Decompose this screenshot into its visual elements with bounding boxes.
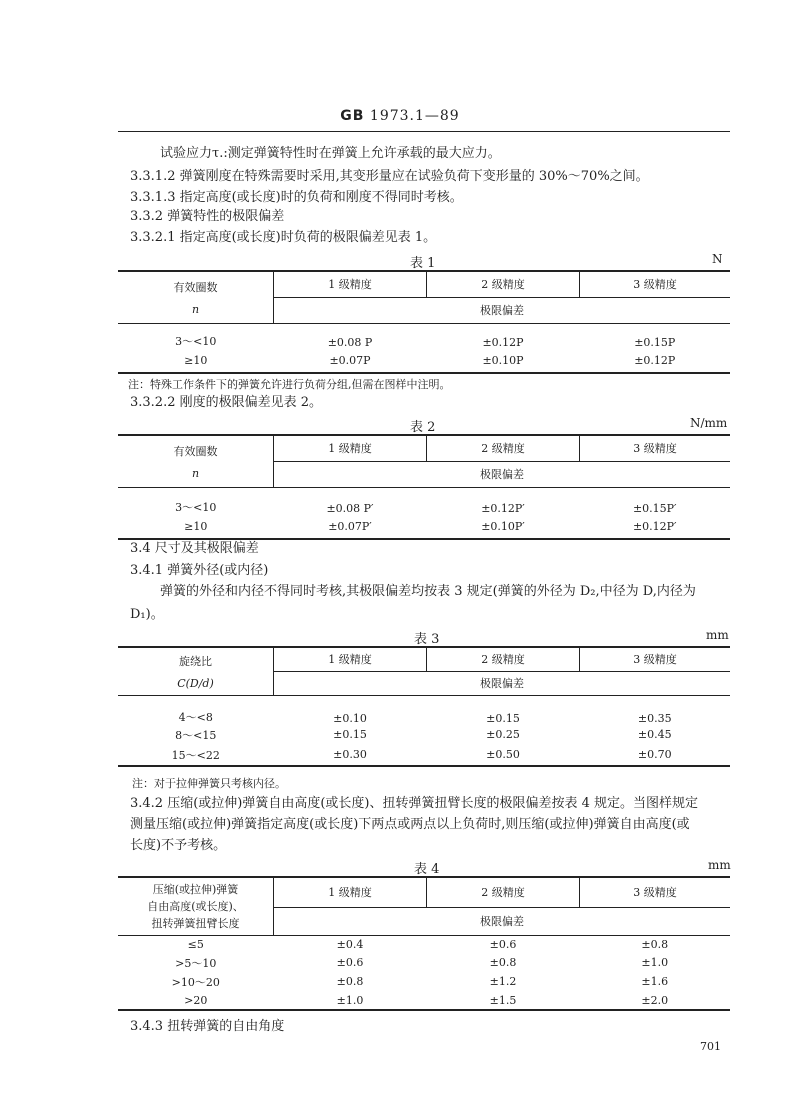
table2-caption: 表 2 [410, 420, 436, 435]
table4-r3-c1: >10～20 [171, 975, 220, 989]
table4-grade1: 1 级精度 [274, 877, 427, 907]
table-row [118, 487, 730, 515]
table4-grade2: 2 级精度 [427, 877, 580, 907]
table-row [118, 695, 730, 725]
table1-grade3: 3 级精度 [580, 271, 731, 297]
table2-r2-c4: ±0.12P′ [580, 515, 731, 539]
table3-r3-c4: ±0.70 [580, 744, 731, 766]
table3-head-index [118, 647, 274, 695]
table3-grade2: 2 级精度 [427, 647, 580, 671]
table-row [118, 323, 730, 349]
table1-head-coils-label: 有效圈数 [173, 280, 218, 294]
table4-r3-c4: ±1.6 [641, 975, 669, 988]
table4-r2-c3: ±0.8 [489, 956, 517, 969]
table4-r4-c4: ±2.0 [580, 991, 731, 1010]
para-3-3-2-2: 3.3.2.2 刚度的极限偏差见表 2。 [130, 395, 323, 410]
table1-r1-c4: ±0.15P [580, 323, 731, 349]
table1-r2-c1: ≥10 [118, 349, 274, 373]
table2-r1-c2: ±0.08 P′ [274, 487, 427, 515]
para-3-3-1-3: 3.3.1.3 指定高度(或长度)时的负荷和刚度不得同时考核。 [130, 190, 463, 205]
table3-note: 注：对于拉伸弹簧只考核内径。 [132, 777, 286, 790]
table-row [118, 953, 730, 972]
table2-r2-c3: ±0.10P′ [427, 515, 580, 539]
table2-r1-c3: ±0.12P′ [427, 487, 580, 515]
table3-caption: 表 3 [414, 632, 440, 647]
para-3-4-2-line3: 长度)不予考核。 [130, 838, 227, 853]
table2-grade3: 3 级精度 [580, 435, 731, 461]
table3-r1-c3: ±0.15 [427, 695, 580, 725]
table3-r2-c3: ±0.25 [486, 728, 520, 741]
table2-head-coils [118, 435, 274, 487]
table1-head-coils-symbol: n [191, 302, 200, 316]
table2-r2-c2: ±0.07P′ [274, 515, 427, 539]
table4-head-length [118, 877, 274, 935]
table-row [118, 744, 730, 766]
para-diameter-1: 弹簧的外径和内径不得同时考核,其极限偏差均按表 3 规定(弹簧的外径为 D₂,中径为 D,内径为 [160, 584, 696, 599]
table2-head-coils-symbol: n [191, 466, 200, 480]
table4-r1-c4: ±0.8 [580, 935, 731, 953]
table-row [118, 972, 730, 991]
table-row [118, 515, 730, 539]
table3-grade1: 1 级精度 [274, 647, 427, 671]
table2 [118, 434, 730, 540]
table-row [118, 991, 730, 1010]
table1-grade1: 1 级精度 [274, 271, 427, 297]
table4-r1-c1: ≤5 [118, 935, 274, 953]
table4-head-line2: 自由高度(或长度)、 [147, 899, 244, 913]
table2-r1-c1: 3～<10 [118, 487, 274, 515]
table3-grade3: 3 级精度 [580, 647, 731, 671]
table1-r2-c4: ±0.12P [580, 349, 731, 373]
para-3-4-2-line2: 测量压缩(或拉伸)弹簧指定高度(或长度)下两点或两点以上负荷时,则压缩(或拉伸)弹簧自由高度(或 [130, 817, 690, 832]
table3-r2-c1: 8～<15 [175, 728, 217, 742]
table4-r2-c1: >5～10 [175, 956, 217, 970]
table1-r1-c3: ±0.12P [427, 323, 580, 349]
table4-deviation: 极限偏差 [274, 907, 731, 935]
table4-head-line1: 压缩(或拉伸)弹簧 [152, 882, 239, 896]
table2-r1-c4: ±0.15P′ [580, 487, 731, 515]
table2-grade1: 1 级精度 [274, 435, 427, 461]
page-header [0, 108, 800, 124]
table4-unit: mm [708, 858, 731, 872]
table-row [118, 349, 730, 373]
header-rule [118, 131, 730, 132]
para-3-4-2-line1: 3.4.2 压缩(或拉伸)弹簧自由高度(或长度)、扭转弹簧扭臂长度的极限偏差按表 4 规定。当图样规定 [130, 796, 699, 811]
table4-r4-c1: >20 [118, 991, 274, 1010]
para-3-3-2-1: 3.3.2.1 指定高度(或长度)时负荷的极限偏差见表 1。 [130, 230, 437, 245]
table-row [118, 725, 730, 744]
table1-r2-c3: ±0.10P [427, 349, 580, 373]
table4-r3-c2: ±0.8 [336, 975, 364, 988]
para-3-4-3: 3.4.3 扭转弹簧的自由角度 [130, 1019, 285, 1034]
para-3-4-1: 3.4.1 弹簧外径(或内径) [130, 563, 269, 578]
table1-r1-c1: 3～<10 [118, 323, 274, 349]
table3-r3-c2: ±0.30 [274, 744, 427, 766]
page-number: 701 [700, 1040, 721, 1053]
table3-r2-c2: ±0.15 [333, 728, 367, 741]
table4-r4-c3: ±1.5 [427, 991, 580, 1010]
table4-r4-c2: ±1.0 [274, 991, 427, 1010]
table3 [118, 646, 730, 767]
table3-deviation: 极限偏差 [274, 671, 731, 695]
para-3-4: 3.4 尺寸及其极限偏差 [130, 541, 259, 556]
table1-r2-c2: ±0.07P [274, 349, 427, 373]
table3-r3-c1: 15～<22 [118, 744, 274, 766]
table4-r1-c2: ±0.4 [274, 935, 427, 953]
para-diameter-2: D₁)。 [130, 607, 164, 622]
table4-head-line3: 扭转弹簧扭臂长度 [151, 916, 240, 930]
para-test-stress: 试验应力τ.:测定弹簧特性时在弹簧上允许承载的最大应力。 [160, 146, 501, 161]
table2-r2-c1: ≥10 [118, 515, 274, 539]
table3-head-index-symbol: C(D/d) [177, 676, 214, 690]
table3-r1-c4: ±0.35 [580, 695, 731, 725]
table1-caption: 表 1 [410, 256, 436, 271]
table1-r1-c2: ±0.08 P [274, 323, 427, 349]
table4-r1-c3: ±0.6 [427, 935, 580, 953]
table4-caption: 表 4 [414, 862, 440, 877]
table4 [118, 876, 730, 1011]
table4-r2-c4: ±1.0 [641, 956, 669, 969]
table2-unit: N/mm [690, 416, 728, 430]
table3-head-index-label: 旋绕比 [179, 654, 212, 668]
para-3-3-1-2: 3.3.1.2 弹簧刚度在特殊需要时采用,其变形量应在试验负荷下变形量的 30%～70%之间。 [130, 169, 649, 184]
table1-note: 注：特殊工作条件下的弹簧允许进行负荷分组,但需在图样中注明。 [128, 378, 451, 391]
table1-head-coils [118, 271, 274, 323]
table2-grade2: 2 级精度 [427, 435, 580, 461]
para-3-3-2: 3.3.2 弹簧特性的极限偏差 [130, 209, 285, 224]
table3-unit: mm [706, 628, 729, 642]
table3-r1-c1: 4～<8 [118, 695, 274, 725]
table1-deviation: 极限偏差 [274, 297, 731, 323]
table1-unit: N [712, 252, 723, 266]
table4-grade3: 3 级精度 [580, 877, 731, 907]
table2-deviation: 极限偏差 [274, 461, 731, 487]
table1 [118, 270, 730, 374]
table-row [118, 935, 730, 953]
standard-prefix: GB [340, 108, 365, 124]
table3-r1-c2: ±0.10 [274, 695, 427, 725]
table4-r3-c3: ±1.2 [489, 975, 517, 988]
standard-code: 1973.1—89 [369, 108, 460, 124]
table3-r2-c4: ±0.45 [637, 728, 672, 741]
table1-grade2: 2 级精度 [427, 271, 580, 297]
table2-head-coils-label: 有效圈数 [173, 444, 218, 458]
table4-r2-c2: ±0.6 [336, 956, 364, 969]
table3-r3-c3: ±0.50 [427, 744, 580, 766]
